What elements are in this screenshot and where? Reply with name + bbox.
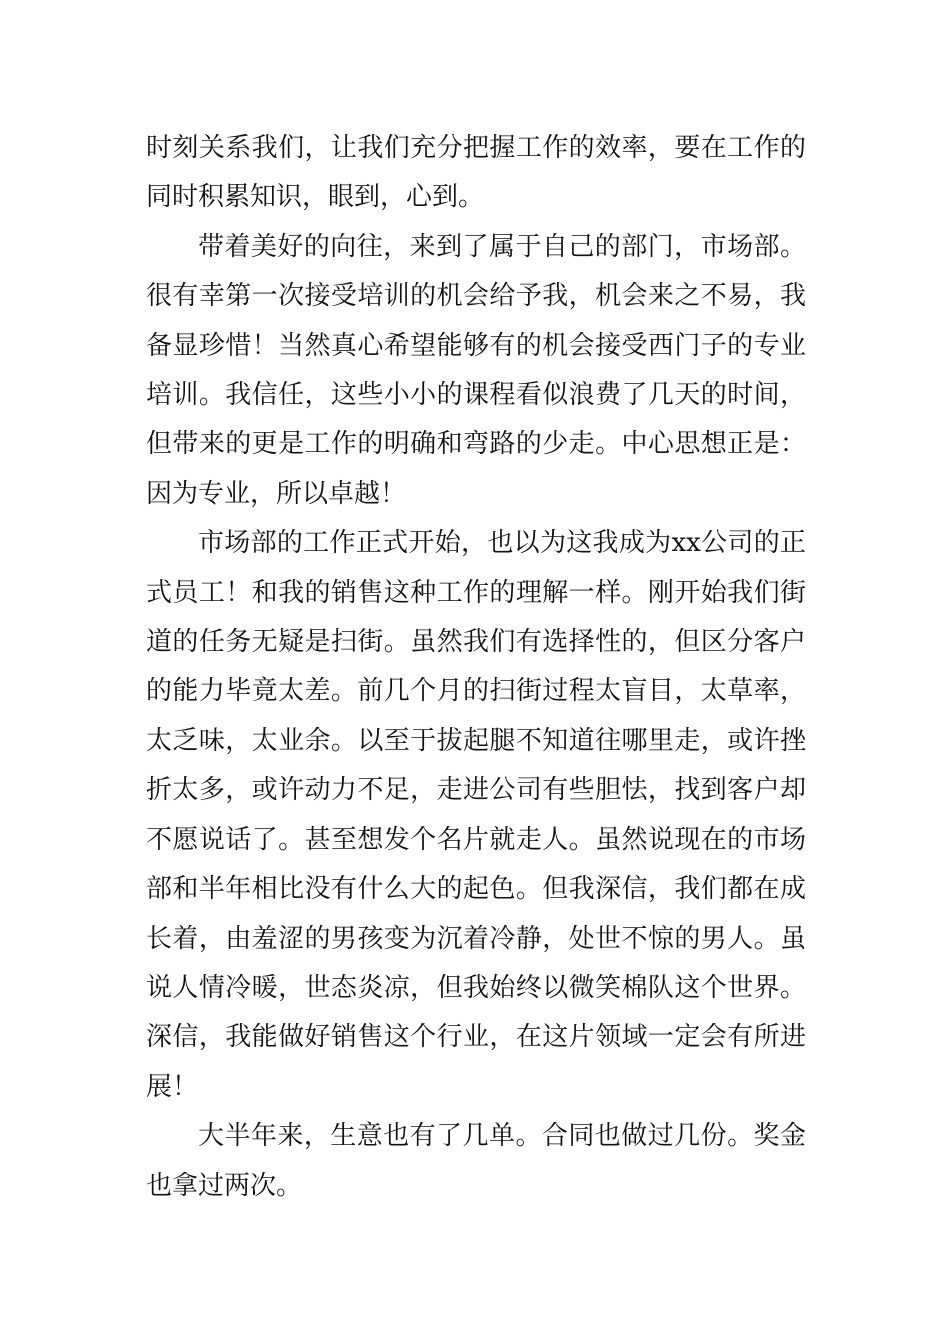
paragraph-continuation: 时刻关系我们，让我们充分把握工作的效率，要在工作的同时积累知识，眼到，心到。 [146,133,806,213]
paragraph-department-arrival: 带着美好的向往，来到了属于自己的部门，市场部。很有幸第一次接受培训的机会给予我，机会来之不易，我备显珍惜！当然真心希望能够有的机会接受西门子的专业培训。我信任，这些小小的课程看似浪费了几天的时间，但带来的更是工作的明确和弯路的少走。中心思想正是：因为专业，所以卓越！ [146,231,806,509]
paragraph-market-work: 市场部的工作正式开始，也以为这我成为xx公司的正式员工！和我的销售这种工作的理解一样。刚开始我们街道的任务无疑是扫街。虽然我们有选择性的，但区分客户的能力毕竟太差。前几个月的扫街过程太盲目，太草率，太乏味，太业余。以至于拔起腿不知道往哪里走，或许挫折太多，或许动力不足，走进公司有些胆怯，找到客户却不愿说话了。甚至想发个名片就走人。虽然说现在的市场部和半年相比没有什么大的起色。但我深信，我们都在成长着，由羞涩的男孩变为沉着冷静，处世不惊的男人。虽说人情冷暖，世态炎凉，但我始终以微笑棉队这个世界。深信，我能做好销售这个行业，在这片领域一定会有所进展！ [146,528,806,1102]
paragraph-half-year-results: 大半年来，生意也有了几单。合同也做过几份。奖金也拿过两次。 [146,1121,806,1201]
document-body [146,124,806,1211]
